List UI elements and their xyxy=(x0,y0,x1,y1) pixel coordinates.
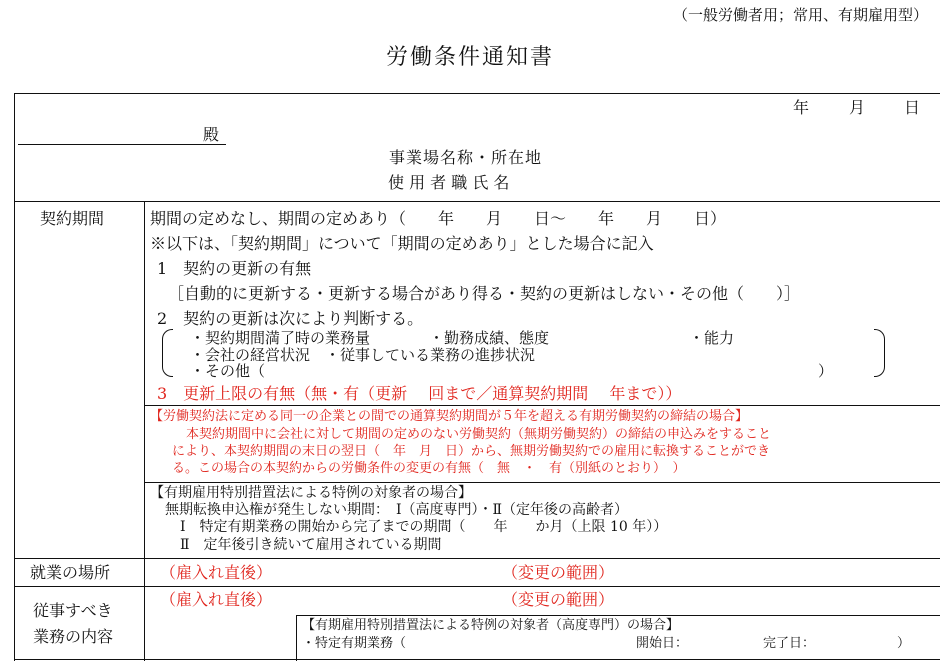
workplace-change-range: （変更の範囲） xyxy=(502,563,615,582)
conversion-line-1: 本契約期間中に会社に対して期間の定めのない労働契約（無期労働契約）の締結の申込みをすること xyxy=(186,427,772,442)
contract-period-note: ※以下は、「契約期間」について「期間の定めあり」とした場合に記入 xyxy=(150,234,654,253)
table-top-border xyxy=(14,93,940,94)
criteria-business: ・会社の経営状況 ・従事している業務の進捗状況 xyxy=(190,346,536,364)
specific-fixed-term-work: ・特定有期業務（ xyxy=(302,636,407,651)
workplace-label: 就業の場所 xyxy=(30,563,111,582)
form-type-note: （一般労働者用；常用、有期雇用型） xyxy=(672,6,928,24)
sub-box-top xyxy=(296,615,940,616)
special-measures-heading: 【有期雇用特別措置法による特例の対象者の場合】 xyxy=(150,485,472,501)
conversion-line-2: により、本契約期間の末日の翌日（ 年 月 日）から、無期労働契約での雇用に転換することができ xyxy=(172,444,771,459)
duties-change-range: （変更の範囲） xyxy=(502,590,615,609)
renewal-criteria-title: 2 契約の更新は次により判断する。 xyxy=(157,309,424,328)
duties-label-1: 従事すべき xyxy=(33,601,113,620)
date-month: 月 xyxy=(849,98,866,117)
duties-label-2: 業務の内容 xyxy=(33,627,114,646)
renewal-limit: 3 更新上限の有無（無・有（更新 回まで／通算契約期間 年まで）） xyxy=(157,384,682,403)
date-year: 年 xyxy=(793,98,810,117)
special-measures-line-3: Ⅱ 定年後引き続いて雇用されている期間 xyxy=(180,537,442,553)
sub-divider xyxy=(144,482,940,483)
contract-period-line: 期間の定めなし、期間の定めあり（ 年 月 日～ 年 月 日） xyxy=(150,209,727,228)
start-date-label: 開始日： xyxy=(636,636,689,651)
label-column-divider xyxy=(144,201,145,661)
table-left-border xyxy=(14,93,15,661)
criteria-workload: ・契約期間満了時の業務量 xyxy=(190,329,371,347)
sub-divider xyxy=(144,405,940,406)
duties-special-heading: 【有期雇用特別措置法による特例の対象者（高度専門）の場合】 xyxy=(302,618,680,633)
left-brace xyxy=(162,329,173,377)
row-divider xyxy=(14,586,940,587)
row-divider xyxy=(14,659,940,660)
special-close-paren: ） xyxy=(897,636,911,651)
honorific: 殿 xyxy=(203,125,220,144)
duties-immediate: （雇入れ直後） xyxy=(160,590,273,609)
special-measures-line-2: Ⅰ 特定有期業務の開始から完了までの期間（ 年 か月（上限 10 年）） xyxy=(180,519,668,535)
sub-box-left xyxy=(296,615,297,661)
criteria-other: ・その他（ xyxy=(190,362,266,380)
contract-period-label: 契約期間 xyxy=(40,209,105,228)
employer-officer-name: 使 用 者 職 氏 名 xyxy=(388,173,510,192)
conversion-heading: 【労働契約法に定める同一の企業との間での通算契約期間が５年を超える有期労働契約の締結の場合】 xyxy=(150,409,749,424)
right-brace xyxy=(874,329,885,377)
employer-name-address: 事業場名称・所在地 xyxy=(389,148,543,167)
criteria-performance: ・勤務成績、態度 xyxy=(429,329,550,347)
renewal-options: ［自動的に更新する・更新する場合があり得る・契約の更新はしない・その他（ ）］ xyxy=(168,284,801,303)
criteria-other-close: ） xyxy=(818,362,834,380)
page-title: 労働条件通知書 xyxy=(385,45,554,70)
special-measures-line-1: 無期転換申込権が発生しない期間： Ⅰ（高度専門）・Ⅱ（定年後の高齢者） xyxy=(165,502,629,518)
conversion-line-3: る。この場合の本契約からの労働条件の変更の有無（ 無 ・ 有（別紙のとおり） ） xyxy=(172,461,686,476)
workplace-immediate: （雇入れ直後） xyxy=(160,563,273,582)
row-divider xyxy=(14,558,940,559)
recipient-name-underline xyxy=(18,144,226,145)
end-date-label: 完了日： xyxy=(763,636,816,651)
row-divider xyxy=(14,201,940,202)
renewal-existence-title: 1 契約の更新の有無 xyxy=(157,259,312,278)
criteria-ability: ・能力 xyxy=(689,329,735,347)
date-day: 日 xyxy=(904,98,921,117)
